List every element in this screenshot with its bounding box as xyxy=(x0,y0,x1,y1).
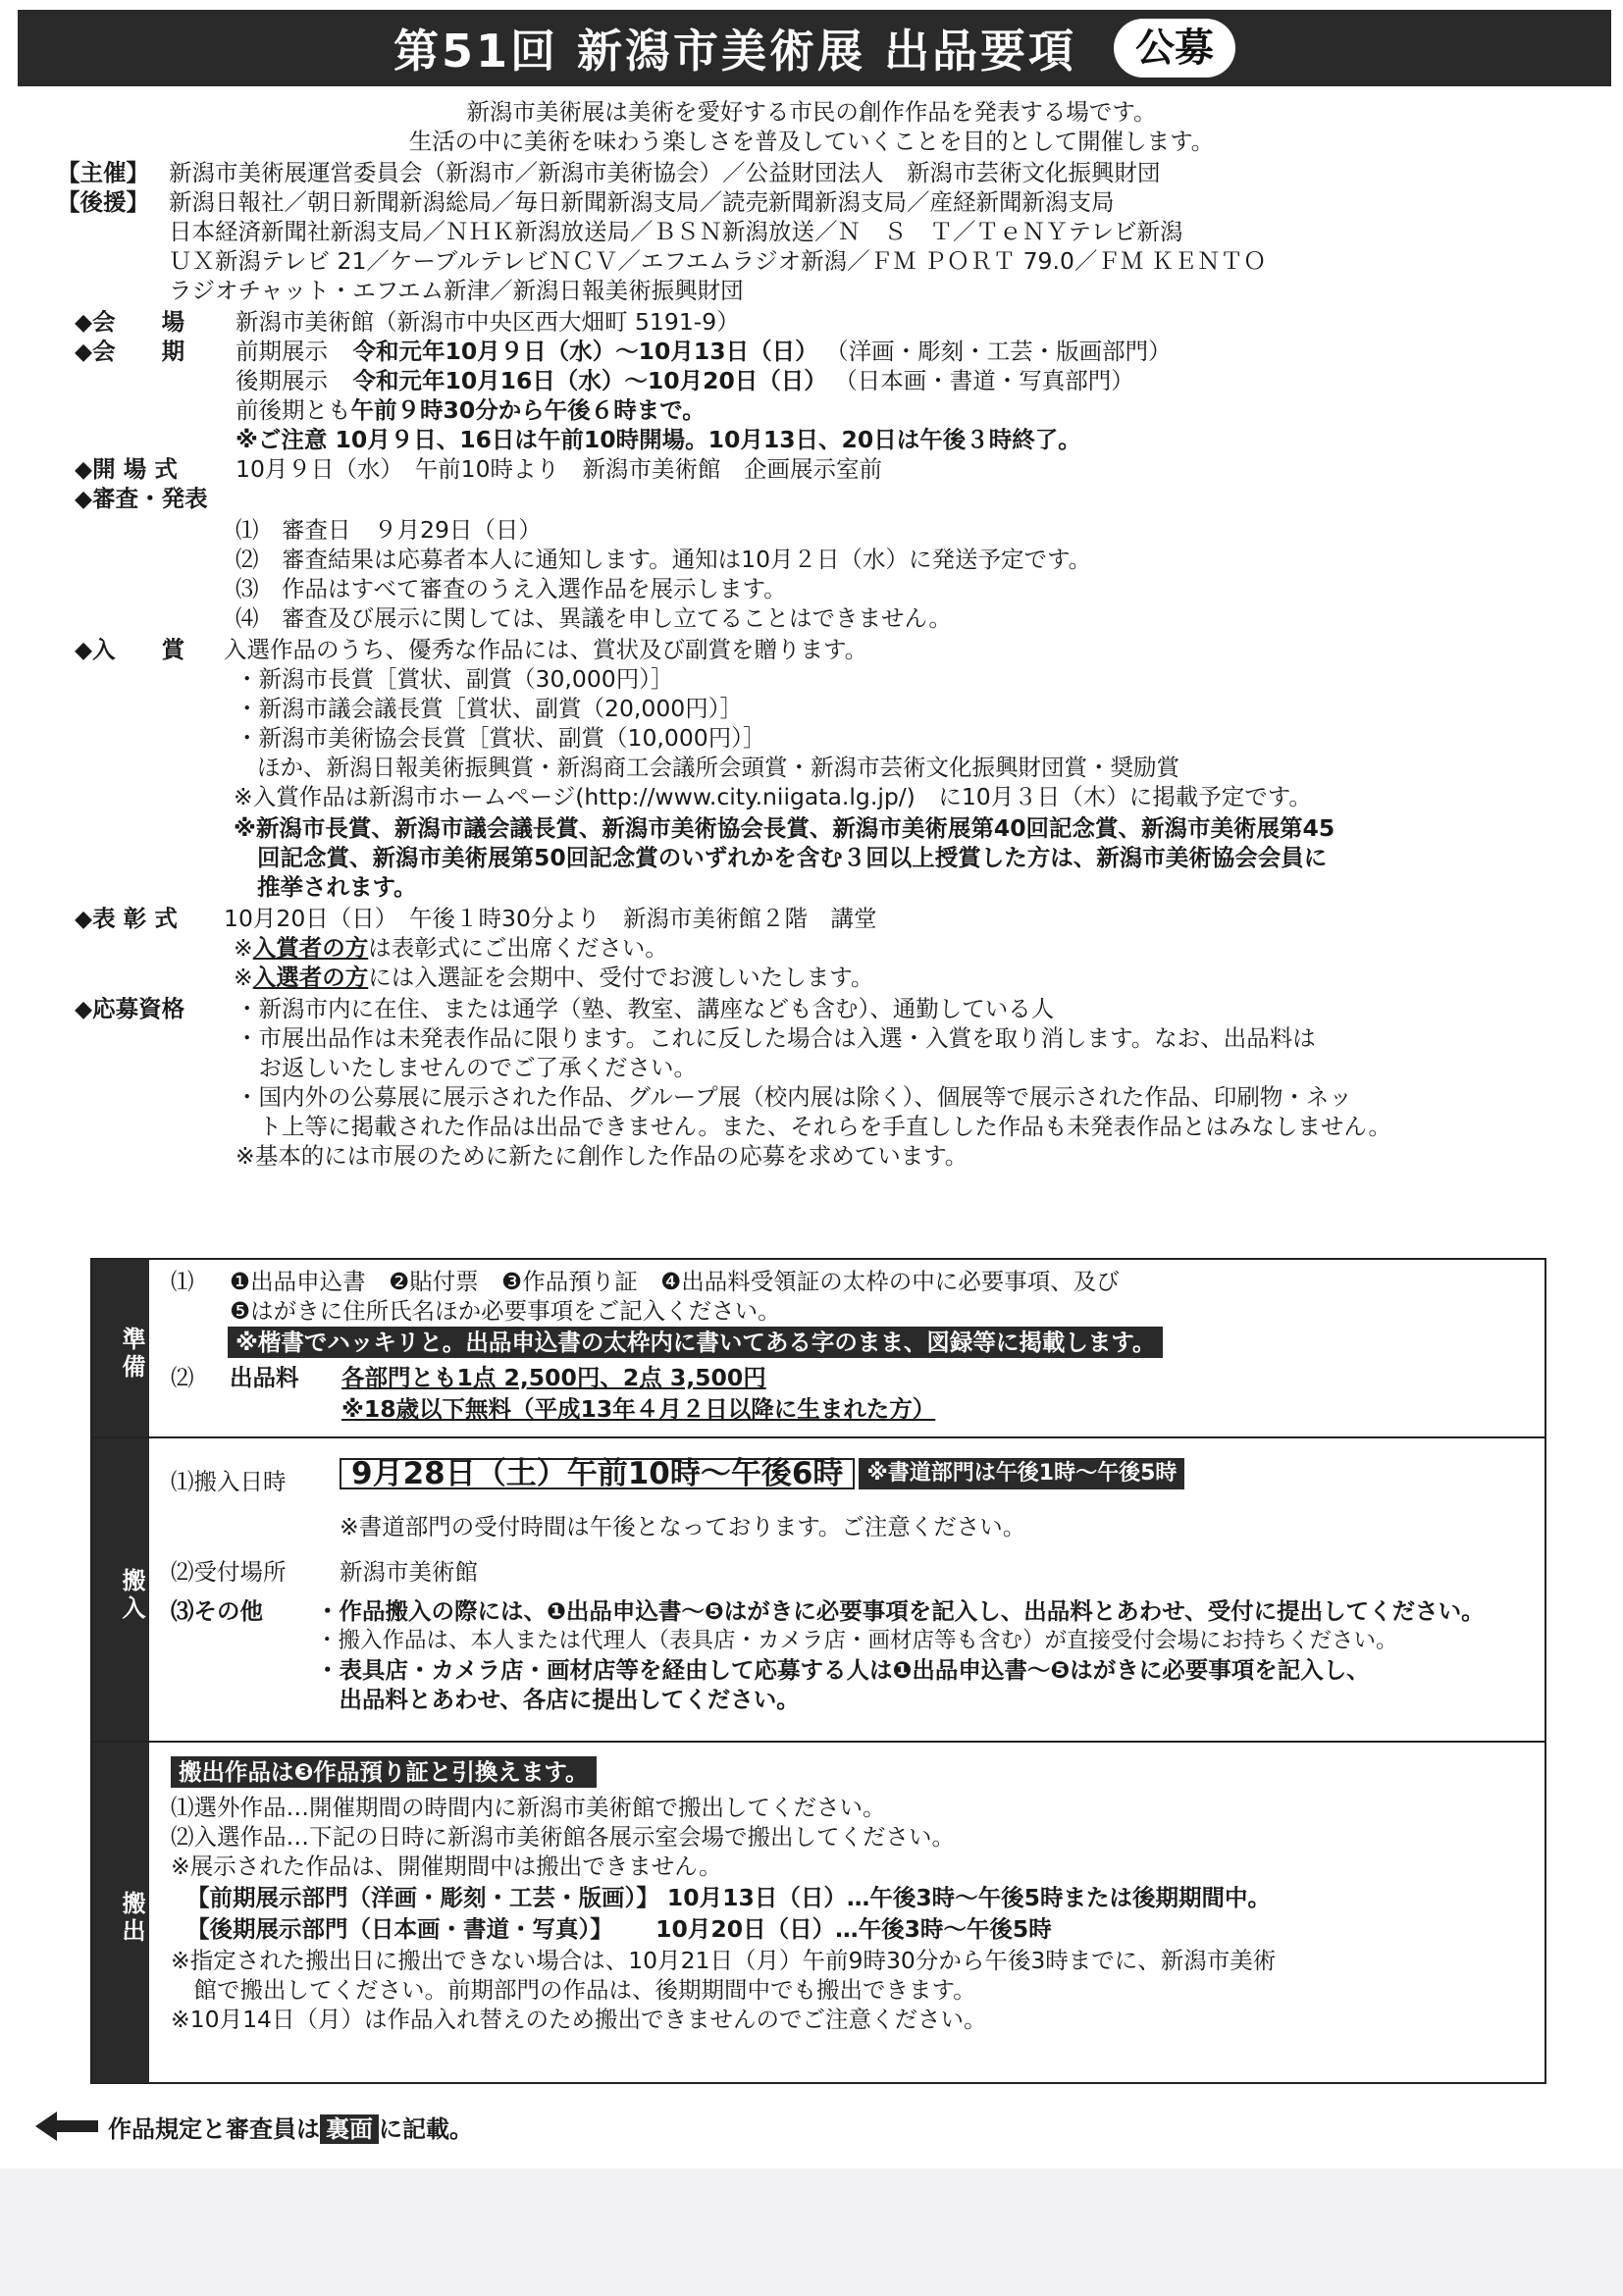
calligraphy-notice: ※楷書でハッキリと。出品申込書の太枠内に書いてある字のまま、図録等に掲載します。 xyxy=(228,1327,1163,1358)
note-text: には入選証を会期中、受付でお渡しいたします。 xyxy=(368,964,874,991)
ceremony-note-2 xyxy=(234,964,873,991)
prep-line-2: ❺はがきに住所氏名ほか必要事項をご記入ください。 xyxy=(230,1297,781,1325)
awards-label: ◆入 賞 xyxy=(75,636,185,663)
early-label: 前期展示 xyxy=(236,338,328,365)
hours-prefix: 前後期とも xyxy=(236,396,351,424)
prep-line-1: ❶出品申込書 ❷貼付票 ❸作品預り証 ❹出品料受領証の太枠の中に必要事項、及び xyxy=(230,1268,1120,1295)
award-item: ・新潟市議会議長賞［賞状、副賞（20,000円）］ xyxy=(236,695,743,722)
footer-note xyxy=(108,2110,473,2144)
ceremony-value: 10月20日（日） 午後１時30分より 新潟市美術館２階 講堂 xyxy=(224,905,877,932)
prep-box xyxy=(90,1258,1546,1438)
arrow-left-icon xyxy=(35,2110,98,2143)
footer-post: に記載。 xyxy=(379,2115,473,2143)
other-line: ・作品搬入の際には、❶出品申込書～❺はがきに必要事項を記入し、出品料とあわせ、受付に提出してください。 xyxy=(316,1597,1485,1625)
late-dept: （日本画・書道・写真部門） xyxy=(834,367,1134,394)
page-title: 第51回 新潟市美術展 出品要項 xyxy=(393,25,1077,78)
carry-out-tab: 搬出 xyxy=(92,1743,149,2082)
koen-line: 新潟日報社／朝日新聞新潟総局／毎日新聞新潟支局／読売新聞新潟支局／産経新聞新潟支局 xyxy=(169,188,1115,216)
fee-label: 出品料 xyxy=(230,1364,299,1391)
judging-item: ⑵ 審査結果は応募者本人に通知します。通知は10月２日（水）に発送予定です。 xyxy=(236,546,1092,573)
other-line: ・搬入作品は、本人または代理人（表具店・カメラ店・画材店等も含む）が直接受付会場にお持ちください。 xyxy=(316,1628,1398,1653)
koen-line: ラジオチャット・エフエム新津／新潟日報美術振興財団 xyxy=(169,277,744,304)
member-note-line: 回記念賞、新潟市美術展第50回記念賞のいずれかを含む３回以上授賞した方は、新潟市美術協会会員に xyxy=(257,844,1328,871)
datetime-value: 9月28日（土）午前10時～午後6時 xyxy=(340,1458,855,1489)
early-dept: （洋画・彫刻・工芸・版画部門） xyxy=(825,338,1172,365)
carry-out-line: 【前期展示部門（洋画・彫刻・工芸・版画）】 10月13日（日）…午後3時～午後5時または後期期間中。 xyxy=(186,1884,1272,1911)
eligibility-label: ◆応募資格 xyxy=(75,995,185,1022)
shusai-label: 【主催】 xyxy=(57,159,149,186)
fee-num: ⑵ xyxy=(171,1364,194,1391)
fee-note: ※18歳以下無料（平成13年４月２日以降に生まれた方） xyxy=(341,1395,936,1423)
koen-label: 【後援】 xyxy=(57,188,149,216)
eligibility-line: ※基本的には市展のために新たに創作した作品の応募を求めています。 xyxy=(236,1142,969,1170)
footer-pre: 作品規定と審査員は xyxy=(108,2115,320,2143)
awards-intro: 入選作品のうち、優秀な作品には、賞状及び副賞を贈ります。 xyxy=(224,636,868,663)
prep-num-1: ⑴ xyxy=(171,1268,194,1295)
carry-out-line: 【後期展示部門（日本画・書道・写真）】 10月20日（日）…午後3時～午後5時 xyxy=(186,1915,1052,1943)
eligibility-line: ト上等に掲載された作品は出品できません。また、それらを手直しした作品も未発表作品とはみなしません。 xyxy=(236,1113,1391,1140)
late-label: 後期展示 xyxy=(236,367,328,394)
intro-line-1: 新潟市美術展は美術を愛好する市民の創作作品を発表する場です。 xyxy=(466,98,1157,126)
other-line: 出品料とあわせ、各店に提出してください。 xyxy=(316,1686,800,1713)
period-label: ◆会 期 xyxy=(75,338,185,365)
late-date: 令和元年10月16日（水）～10月20日（日） xyxy=(352,367,827,394)
prep-tab: 準備 xyxy=(92,1260,149,1436)
member-note-line: ※新潟市長賞、新潟市議会議長賞、新潟市美術協会長賞、新潟市美術展第40回記念賞、新潟市美術展第45 xyxy=(234,814,1335,842)
title-bar xyxy=(18,10,1611,86)
award-item: ・新潟市長賞［賞状、副賞（30,000円）］ xyxy=(236,665,674,693)
carry-out-line: ⑴選外作品…開催期間の時間内に新潟市美術館で搬出してください。 xyxy=(171,1794,886,1821)
place-value: 新潟市美術館 xyxy=(340,1558,478,1586)
hours xyxy=(236,396,706,424)
shusai-value: 新潟市美術展運営委員会（新潟市／新潟市美術協会）／公益財団法人 新潟市芸術文化振興財団 xyxy=(169,159,1161,186)
award-item: ・新潟市美術協会長賞［賞状、副賞（10,000円）］ xyxy=(236,724,766,752)
opening-value: 10月９日（水） 午前10時より 新潟市美術館 企画展示室前 xyxy=(236,455,883,483)
other-line: ・表具店・カメラ店・画材店等を経由して応募する人は❶出品申込書～❺はがきに必要事項を記入し、 xyxy=(316,1656,1370,1684)
awards-others: ほか、新潟日報美術振興賞・新潟商工会議所会頭賞・新潟市芸術文化振興財団賞・奨励賞 xyxy=(257,754,1179,781)
note-text: は表彰式にご出席ください。 xyxy=(368,934,668,962)
koubo-badge: 公募 xyxy=(1114,19,1235,78)
selected-emphasis: 入選者の方 xyxy=(252,964,369,991)
judging-item: ⑴ 審査日 ９月29日（日） xyxy=(236,516,542,544)
eligibility-line: ・新潟市内に在住、または通学（塾、教室、講座なども含む）、通勤している人 xyxy=(236,995,1055,1022)
koen-line: 日本経済新聞社新潟支局／ＮＨＫ新潟放送局／ＢＳＮ新潟放送／Ｎ Ｓ Ｔ／ＴｅＮＹテレビ新潟 xyxy=(169,218,1183,245)
carry-out-line: ※展示された作品は、開催期間中は搬出できません。 xyxy=(171,1852,722,1880)
venue-label: ◆会 場 xyxy=(75,308,185,336)
place-label: ⑵受付場所 xyxy=(171,1558,287,1586)
late-period xyxy=(236,367,1134,394)
carry-out-box xyxy=(90,1743,1546,2084)
datetime-calligraphy: ※書道部門は午後1時～午後5時 xyxy=(859,1458,1184,1489)
carry-out-header-wrap xyxy=(171,1758,597,1786)
intro-line-2: 生活の中に美術を味わう楽しさを普及していくことを目的として開催します。 xyxy=(408,128,1215,155)
winners-emphasis: 入賞者の方 xyxy=(252,934,369,962)
ceremony-label: ◆表 彰 式 xyxy=(75,905,178,932)
koen-line: ＵＸ新潟テレビ 21／ケーブルテレビＮＣＶ／エフエムラジオ新潟／ＦＭ ＰＯＲＴ 79.0／ＦＭ ＫＥＮＴＯ xyxy=(169,247,1267,275)
ura-badge: 裏面 xyxy=(320,2114,379,2144)
fee-value: 各部門とも1点 2,500円、2点 3,500円 xyxy=(341,1364,766,1391)
carry-in-box xyxy=(90,1438,1546,1743)
judging-label: ◆審査・発表 xyxy=(75,485,208,512)
scan-margin xyxy=(0,2168,1623,2296)
eligibility-line: お返しいたしませんのでご了承ください。 xyxy=(236,1054,697,1081)
period-note: ※ご注意 10月９日、16日は午前10時開場。10月13日、20日は午後３時終了。 xyxy=(236,426,1081,453)
eligibility-line: ・市展出品作は未発表作品に限ります。これに反した場合は入選・入賞を取り消します。なお、出品料は xyxy=(236,1024,1316,1052)
carry-out-line: ※10月14日（月）は作品入れ替えのため搬出できませんのでご注意ください。 xyxy=(171,2006,987,2033)
judging-item: ⑷ 審査及び展示に関しては、異議を申し立てることはできません。 xyxy=(236,604,952,632)
opening-label: ◆開 場 式 xyxy=(75,455,178,483)
calligraphy-note: ※書道部門の受付時間は午後となっております。ご注意ください。 xyxy=(340,1513,1026,1540)
venue-value: 新潟市美術館（新潟市中央区西大畑町 5191-9） xyxy=(236,308,740,336)
note-mark: ※ xyxy=(234,964,253,991)
judging-item: ⑶ 作品はすべて審査のうえ入選作品を展示します。 xyxy=(236,575,787,602)
early-date: 令和元年10月９日（水）～10月13日（日） xyxy=(352,338,818,365)
eligibility-line: ・国内外の公募展に展示された作品、グループ展（校内展は除く）、個展等で展示された作品、印刷物・ネッ xyxy=(236,1083,1352,1111)
ceremony-note-1 xyxy=(234,934,668,962)
carry-out-line: ※指定された搬出日に搬出できない場合は、10月21日（月）午前9時30分から午後3時までに、新潟市美術 xyxy=(171,1947,1277,1974)
other-label: ⑶その他 xyxy=(171,1597,263,1625)
carry-out-line: 館で搬出してください。前期部門の作品は、後期期間中でも搬出できます。 xyxy=(171,1976,976,2004)
carry-in-tab: 搬入 xyxy=(92,1438,149,1741)
awards-web-note: ※入賞作品は新潟市ホームページ(http://www.city.niigata.lg.jp/) に10月３日（木）に掲載予定です。 xyxy=(234,783,1312,810)
datetime-box xyxy=(340,1458,1184,1489)
prep-highlight xyxy=(228,1329,1163,1356)
note-mark: ※ xyxy=(234,934,253,962)
carry-out-line: ⑵入選作品…下記の日時に新潟市美術館各展示室会場で搬出してください。 xyxy=(171,1823,955,1851)
member-note-line: 推挙されます。 xyxy=(257,873,417,901)
datetime-label: ⑴搬入日時 xyxy=(171,1468,287,1495)
carry-out-header: 搬出作品は❸作品預り証と引換えます。 xyxy=(171,1756,597,1788)
hours-value: 午前９時30分から午後６時まで。 xyxy=(350,396,706,424)
early-period xyxy=(236,338,1172,365)
